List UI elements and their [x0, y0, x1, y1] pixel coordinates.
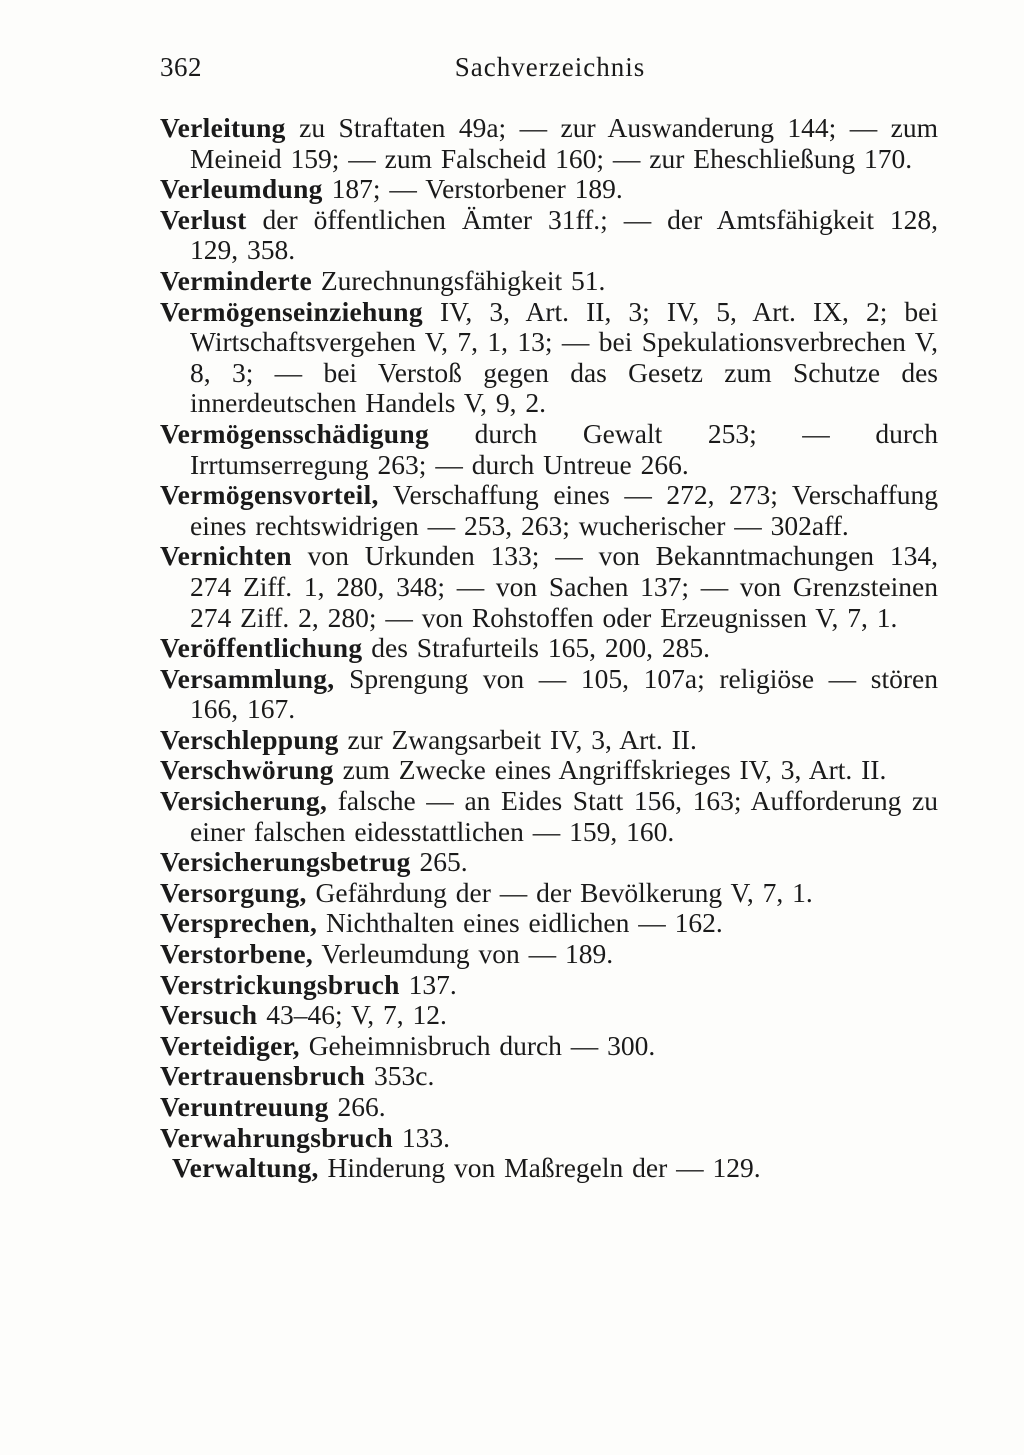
index-entry	[160, 419, 938, 480]
index-entry	[160, 113, 938, 174]
index-entry	[160, 664, 938, 725]
index-references: Sprengung von — 105, 107a; religiöse — stören 166, 167.	[190, 662, 938, 725]
index-entry	[160, 297, 938, 419]
index-headword: Verschleppung	[160, 723, 339, 755]
index-entry	[160, 847, 938, 878]
index-entry	[160, 1123, 938, 1154]
page-number: 362	[160, 52, 202, 82]
index-references: falsche — an Eides Statt 156, 163; Aufforderung zu einer falschen eidesstattlichen — 159, 160.	[190, 785, 938, 847]
index-references: Geheimnisbruch durch — 300.	[299, 1029, 656, 1061]
index-headword: Veruntreuung	[160, 1091, 329, 1122]
index-references: 187; — Verstorbener 189.	[322, 173, 623, 205]
index-headword: Verschwörung	[160, 754, 334, 786]
index-references: 133.	[393, 1121, 450, 1153]
index-references: Hinderung von Maßregeln der — 129.	[318, 1152, 761, 1184]
index-headword: Verwahrungsbruch	[160, 1121, 393, 1153]
index-references: Verleumdung von — 189.	[313, 938, 614, 970]
index-entry	[160, 1061, 938, 1092]
index-references: 137.	[399, 968, 457, 1000]
index-entry	[160, 1031, 938, 1062]
index-headword: Versicherungsbetrug	[160, 846, 411, 878]
index-headword: Verleitung	[160, 112, 286, 143]
index-headword: Verminderte	[160, 264, 312, 296]
index-headword: Verstrickungsbruch	[160, 968, 400, 1000]
index-entry	[160, 908, 938, 939]
index-references: zur Zwangsarbeit IV, 3, Art. II.	[338, 723, 697, 755]
running-title: Sachverzeichnis	[454, 52, 646, 82]
index-references: Verschaffung eines — 272, 273; Verschaffung eines rechtswidrigen — 253, 263; wucherischer — 302aff.	[190, 479, 938, 541]
index-headword: Verteidiger,	[160, 1029, 300, 1061]
index-headword: Verstorbene,	[160, 938, 314, 970]
index-entry	[172, 1153, 938, 1184]
index-references: Nichthalten eines eidlichen — 162.	[317, 907, 723, 939]
index-headword: Verlust	[160, 203, 247, 235]
index-references: der öffentlichen Ämter 31ff.; — der Amtsfähigkeit 128, 129, 358.	[190, 203, 938, 266]
index-references: 353c.	[365, 1060, 435, 1092]
index-headword: Versicherung,	[160, 785, 328, 817]
index-entry	[160, 541, 938, 633]
index-headword: Veröffentlichung	[160, 632, 363, 664]
index-entry	[160, 939, 938, 970]
index-entry	[160, 1092, 938, 1123]
index-references: IV, 3, Art. II, 3; IV, 5, Art. IX, 2; bei Wirtschaftsvergehen V, 7, 1, 13; — bei Spekulationsverbrechen V, 8, 3; — bei Verstoß gegen das Gesetz zum Schutze des innerdeutschen Handels V, 9, 2.	[190, 295, 938, 419]
index-entry	[160, 266, 938, 297]
index-references: 43–46; V, 7, 12.	[257, 999, 447, 1031]
index-entry	[160, 1000, 938, 1031]
index-entry	[160, 205, 938, 266]
index-references: zum Zwecke eines Angriffskrieges IV, 3, Art. II.	[333, 754, 887, 786]
index-headword: Vermögenseinziehung	[160, 295, 423, 327]
index-headword: Versammlung,	[160, 662, 335, 694]
index-references: zu Straftaten 49a; — zur Auswanderung 144; — zum Meineid 159; — zum Falscheid 160; — zur Eheschließung 170.	[190, 112, 938, 174]
index-headword: Verleumdung	[160, 173, 323, 205]
index-headword: Vermögensvorteil,	[160, 479, 379, 511]
index-references: von Urkunden 133; — von Bekanntmachungen 134, 274 Ziff. 1, 280, 348; — von Sachen 137; — von Grenzsteinen 274 Ziff. 2, 280; — von Rohstoffen oder Erzeugnissen V, 7, 1.	[190, 540, 938, 633]
index-headword: Versorgung,	[160, 876, 307, 908]
index-references: durch Gewalt 253; — durch Irrtumserregung 263; — durch Untreue 266.	[190, 417, 938, 480]
index-entry	[160, 633, 938, 664]
index-headword: Versprechen,	[160, 907, 318, 939]
index-references: Zurechnungsfähigkeit 51.	[311, 264, 606, 296]
index-references: des Strafurteils 165, 200, 285.	[362, 632, 710, 664]
index-entry	[160, 786, 938, 847]
index-headword: Versuch	[160, 999, 258, 1031]
index-entry	[160, 878, 938, 909]
subject-index	[160, 113, 938, 1184]
index-headword: Vermögensschädigung	[160, 417, 430, 449]
index-headword: Vertrauensbruch	[160, 1060, 366, 1092]
index-entry	[160, 755, 938, 786]
index-references: 266.	[328, 1091, 386, 1122]
index-entry	[160, 970, 938, 1001]
index-references: 265.	[410, 846, 468, 878]
index-entry	[160, 480, 938, 541]
index-headword: Vernichten	[160, 540, 292, 572]
index-references: Gefährdung der — der Bevölkerung V, 7, 1.	[306, 876, 813, 908]
index-entry	[160, 725, 938, 756]
index-entry	[160, 174, 938, 205]
running-head	[160, 52, 940, 86]
index-headword: Verwaltung,	[172, 1152, 319, 1184]
